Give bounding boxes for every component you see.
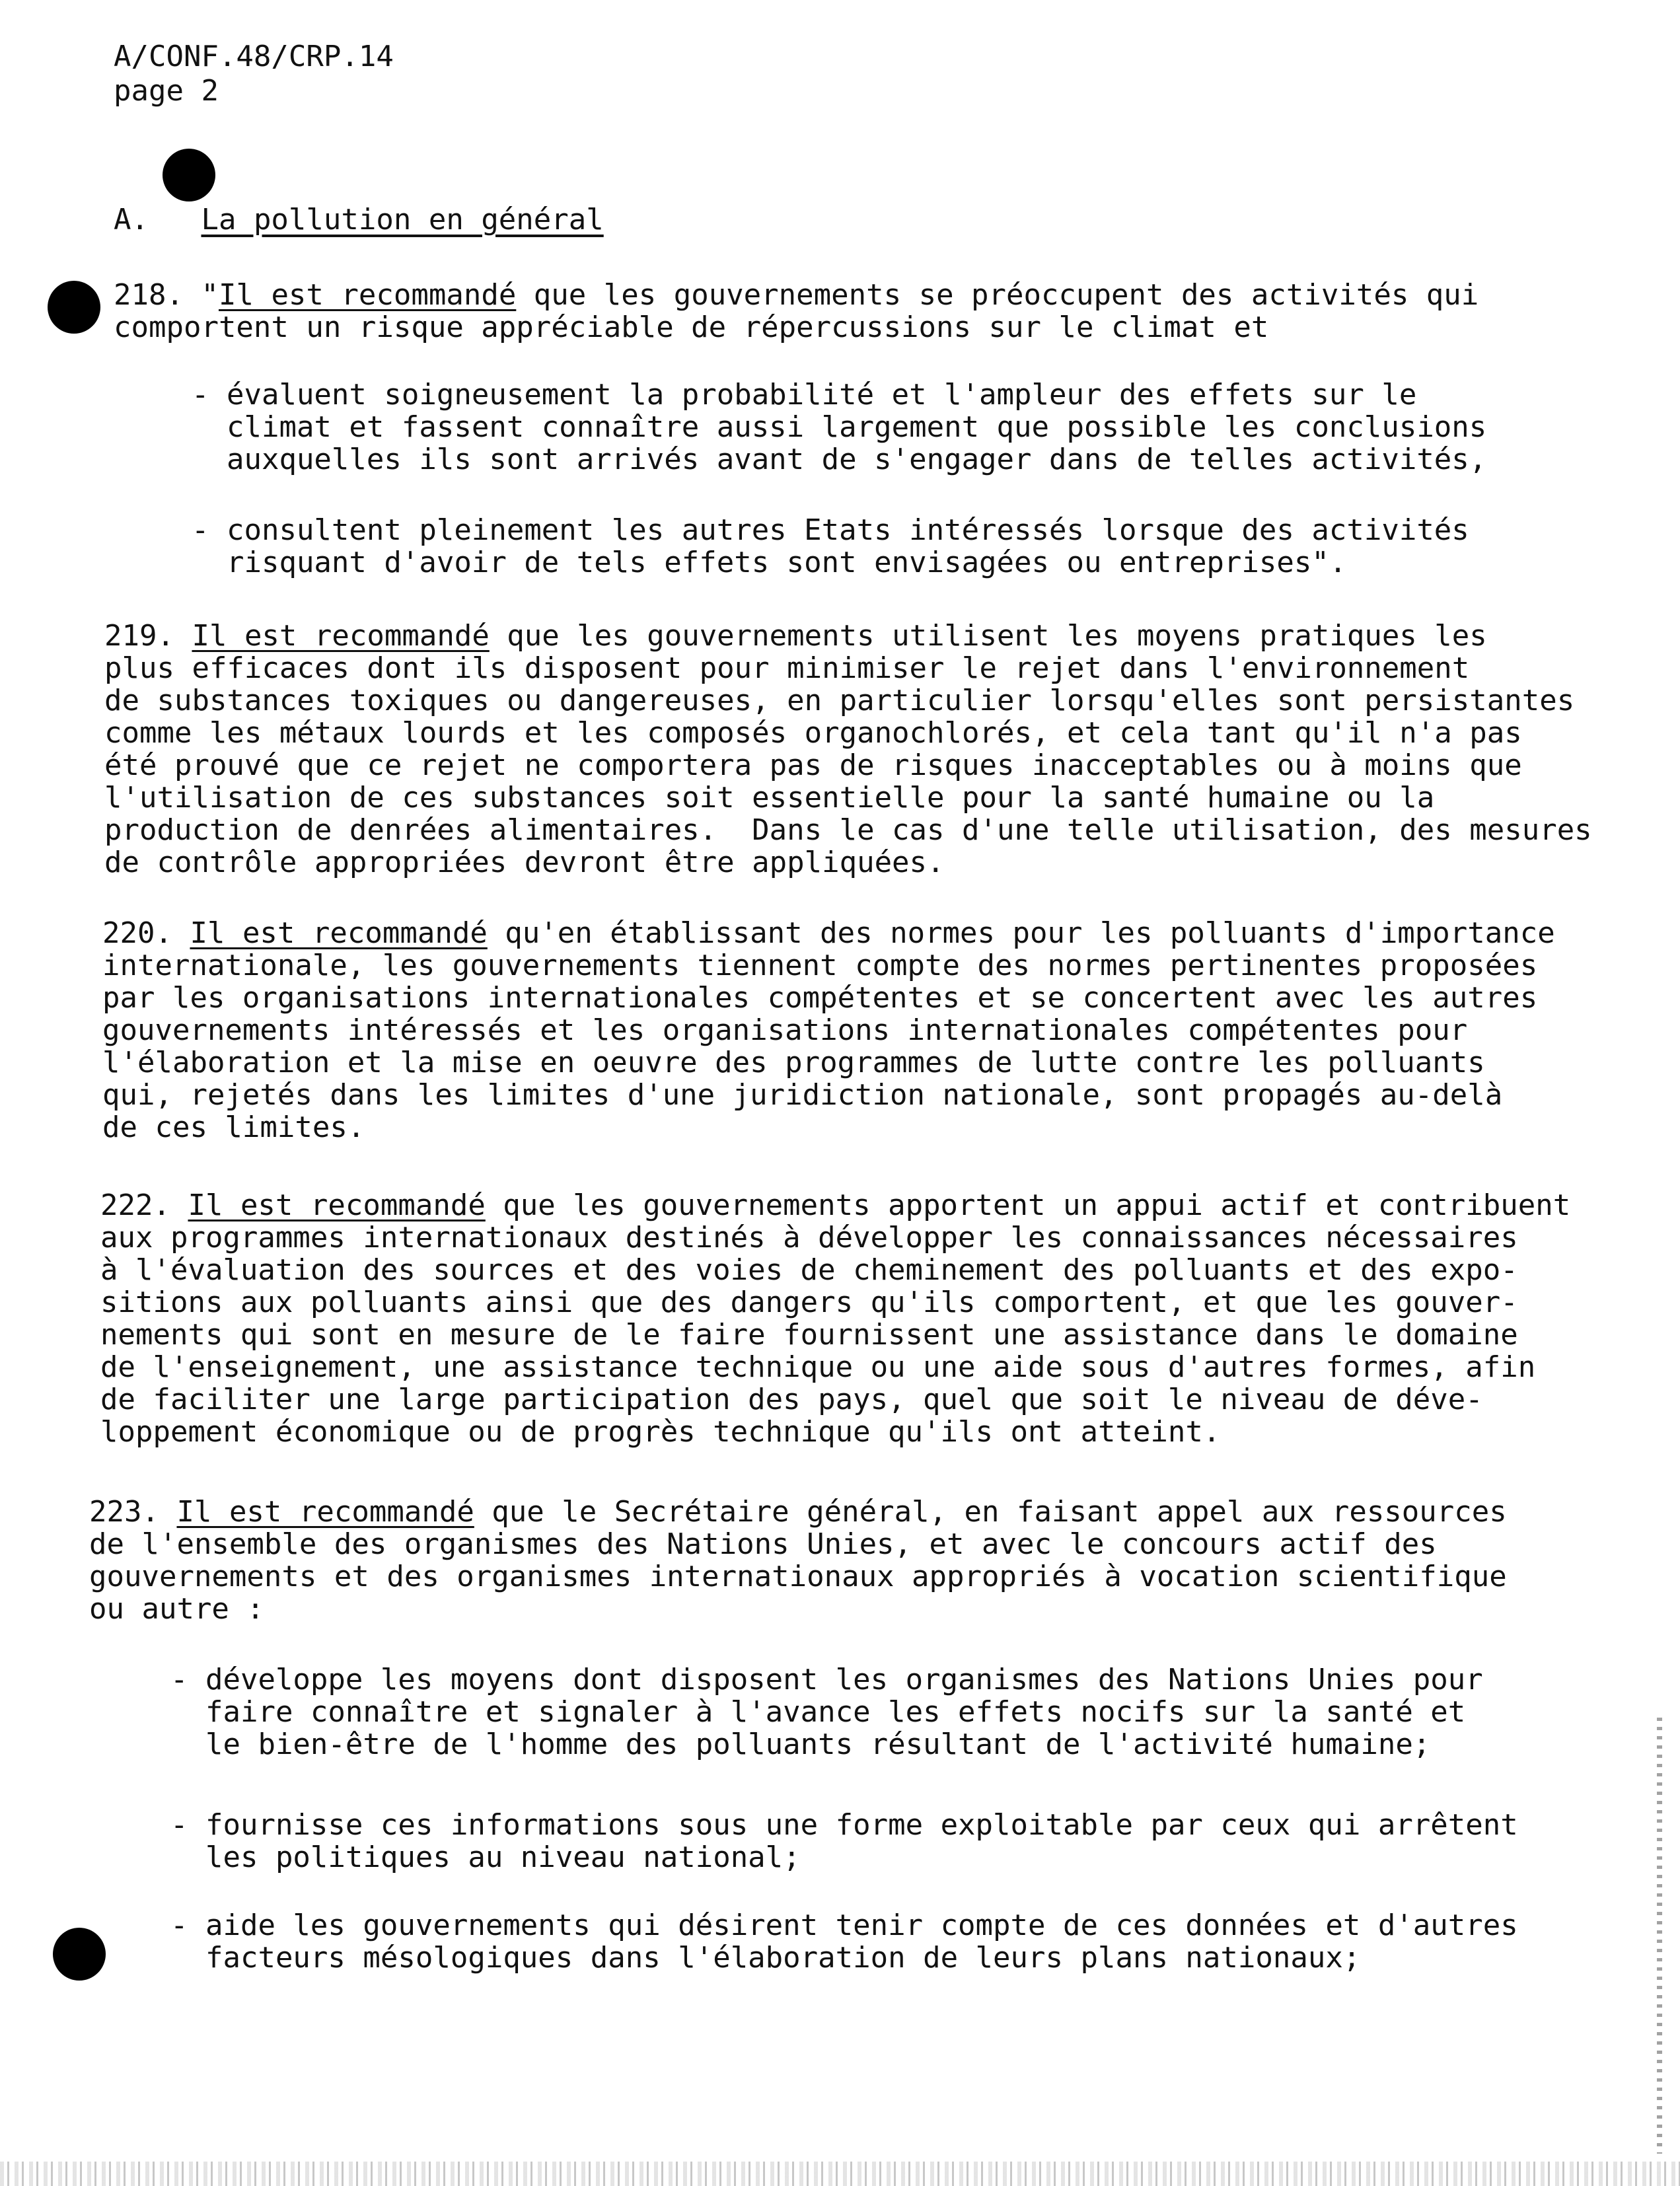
section-heading — [114, 201, 604, 238]
bullet-item: - aide les gouvernements qui désirent tenir compte de ces données et d'autres facteurs mésologiques dans l'élaboration de leurs plans nationaux; — [170, 1909, 1518, 1975]
paragraph-number: 222. — [100, 1188, 170, 1222]
scan-edge-artifact — [1657, 1718, 1662, 2154]
section-letter: A. — [114, 203, 149, 237]
paragraph-number: 220. — [102, 916, 172, 950]
punch-hole — [163, 149, 215, 201]
recommendation-phrase: Il est recommandé — [176, 1495, 474, 1529]
paragraph-220: 220. Il est recommandé qu'en établissant des normes pour les polluants d'importance internationale, les gouvernements tiennent compte des normes pertinentes proposées par les organisations internationales compétentes et se concertent avec les autres gouvernements intéressés et les organisations internationales compétentes pour l'élaboration et la mise en oeuvre des programmes de lutte contre les polluants qui, rejetés dans les limites d'une juridiction nationale, sont propagés au-delà de ces limites. — [102, 916, 1555, 1144]
paragraph-number: 223. — [89, 1495, 159, 1529]
paragraph-number: 218. — [114, 278, 184, 312]
bullet-item: - développe les moyens dont disposent les organismes des Nations Unies pour faire connaître et signaler à l'avance les effets nocifs sur la santé et le bien-être de l'homme des polluants résultant de l'activité humaine; — [170, 1663, 1483, 1761]
section-title: La pollution en général — [201, 203, 604, 237]
paragraph-number: 219. — [104, 619, 174, 653]
paragraph-222: 222. Il est recommandé que les gouvernements apportent un appui actif et contribuent aux programmes internationaux destinés à développer les connaissances nécessaires à l'évaluation des sources et des voies de cheminement des polluants et des expo- sitions aux polluants ainsi que des dangers qu'ils comportent, et que les gouver- nements qui sont en mesure de le faire fournissent une assistance dans le domaine de l'enseignement, une assistance technique ou une aide sous d'autres formes, afin de faciliter une large participation des pays, quel que soit le niveau de déve- loppement économique ou de progrès technique qu'ils ont atteint. — [100, 1188, 1571, 1449]
punch-hole — [53, 1928, 106, 1981]
bullet-item: - fournisse ces informations sous une forme exploitable par ceux qui arrêtent les politiques au niveau national; — [170, 1808, 1518, 1874]
scan-edge-artifact — [0, 2162, 1680, 2186]
document-reference: A/CONF.48/CRP.14 — [114, 40, 394, 73]
recommendation-phrase: Il est recommandé — [218, 278, 517, 312]
paragraph-223: 223. Il est recommandé que le Secrétaire général, en faisant appel aux ressources de l'ensemble des organismes des Nations Unies, et avec le concours actif des gouvernements et des organismes internationaux appropriés à vocation scientifique ou autre : — [89, 1495, 1507, 1626]
page-number: page 2 — [114, 74, 219, 108]
bullet-item: - consultent pleinement les autres Etats intéressés lorsque des activités risquant d'avoir de tels effets sont envisagées ou entreprises". — [192, 513, 1469, 579]
recommendation-phrase: Il est recommandé — [188, 1188, 486, 1222]
paragraph-219: 219. Il est recommandé que les gouvernements utilisent les moyens pratiques les plus efficaces dont ils disposent pour minimiser le rejet dans l'environnement de substances toxiques ou dangereuses, en particulier lorsqu'elles sont persistantes comme les métaux lourds et les composés organochlorés, et cela tant qu'il n'a pas été prouvé que ce rejet ne comportera pas de risques inacceptables ou à moins que l'utilisation de ces substances soit essentielle pour la santé humaine ou la production de denrées alimentaires. Dans le cas d'une telle utilisation, des mesures de contrôle appropriées devront être appliquées. — [104, 619, 1592, 879]
recommendation-phrase: Il est recommandé — [190, 916, 488, 950]
paragraph-218: 218. "Il est recommandé que les gouvernements se préoccupent des activités qui comportent un risque appréciable de répercussions sur le climat et — [114, 278, 1479, 344]
punch-hole — [48, 281, 100, 334]
recommendation-phrase: Il est recommandé — [192, 619, 490, 653]
bullet-item: - évaluent soigneusement la probabilité et l'ampleur des effets sur le climat et fassent connaître aussi largement que possible les conclusions auxquelles ils sont arrivés avant de s'engager dans de telles activités, — [192, 378, 1487, 476]
